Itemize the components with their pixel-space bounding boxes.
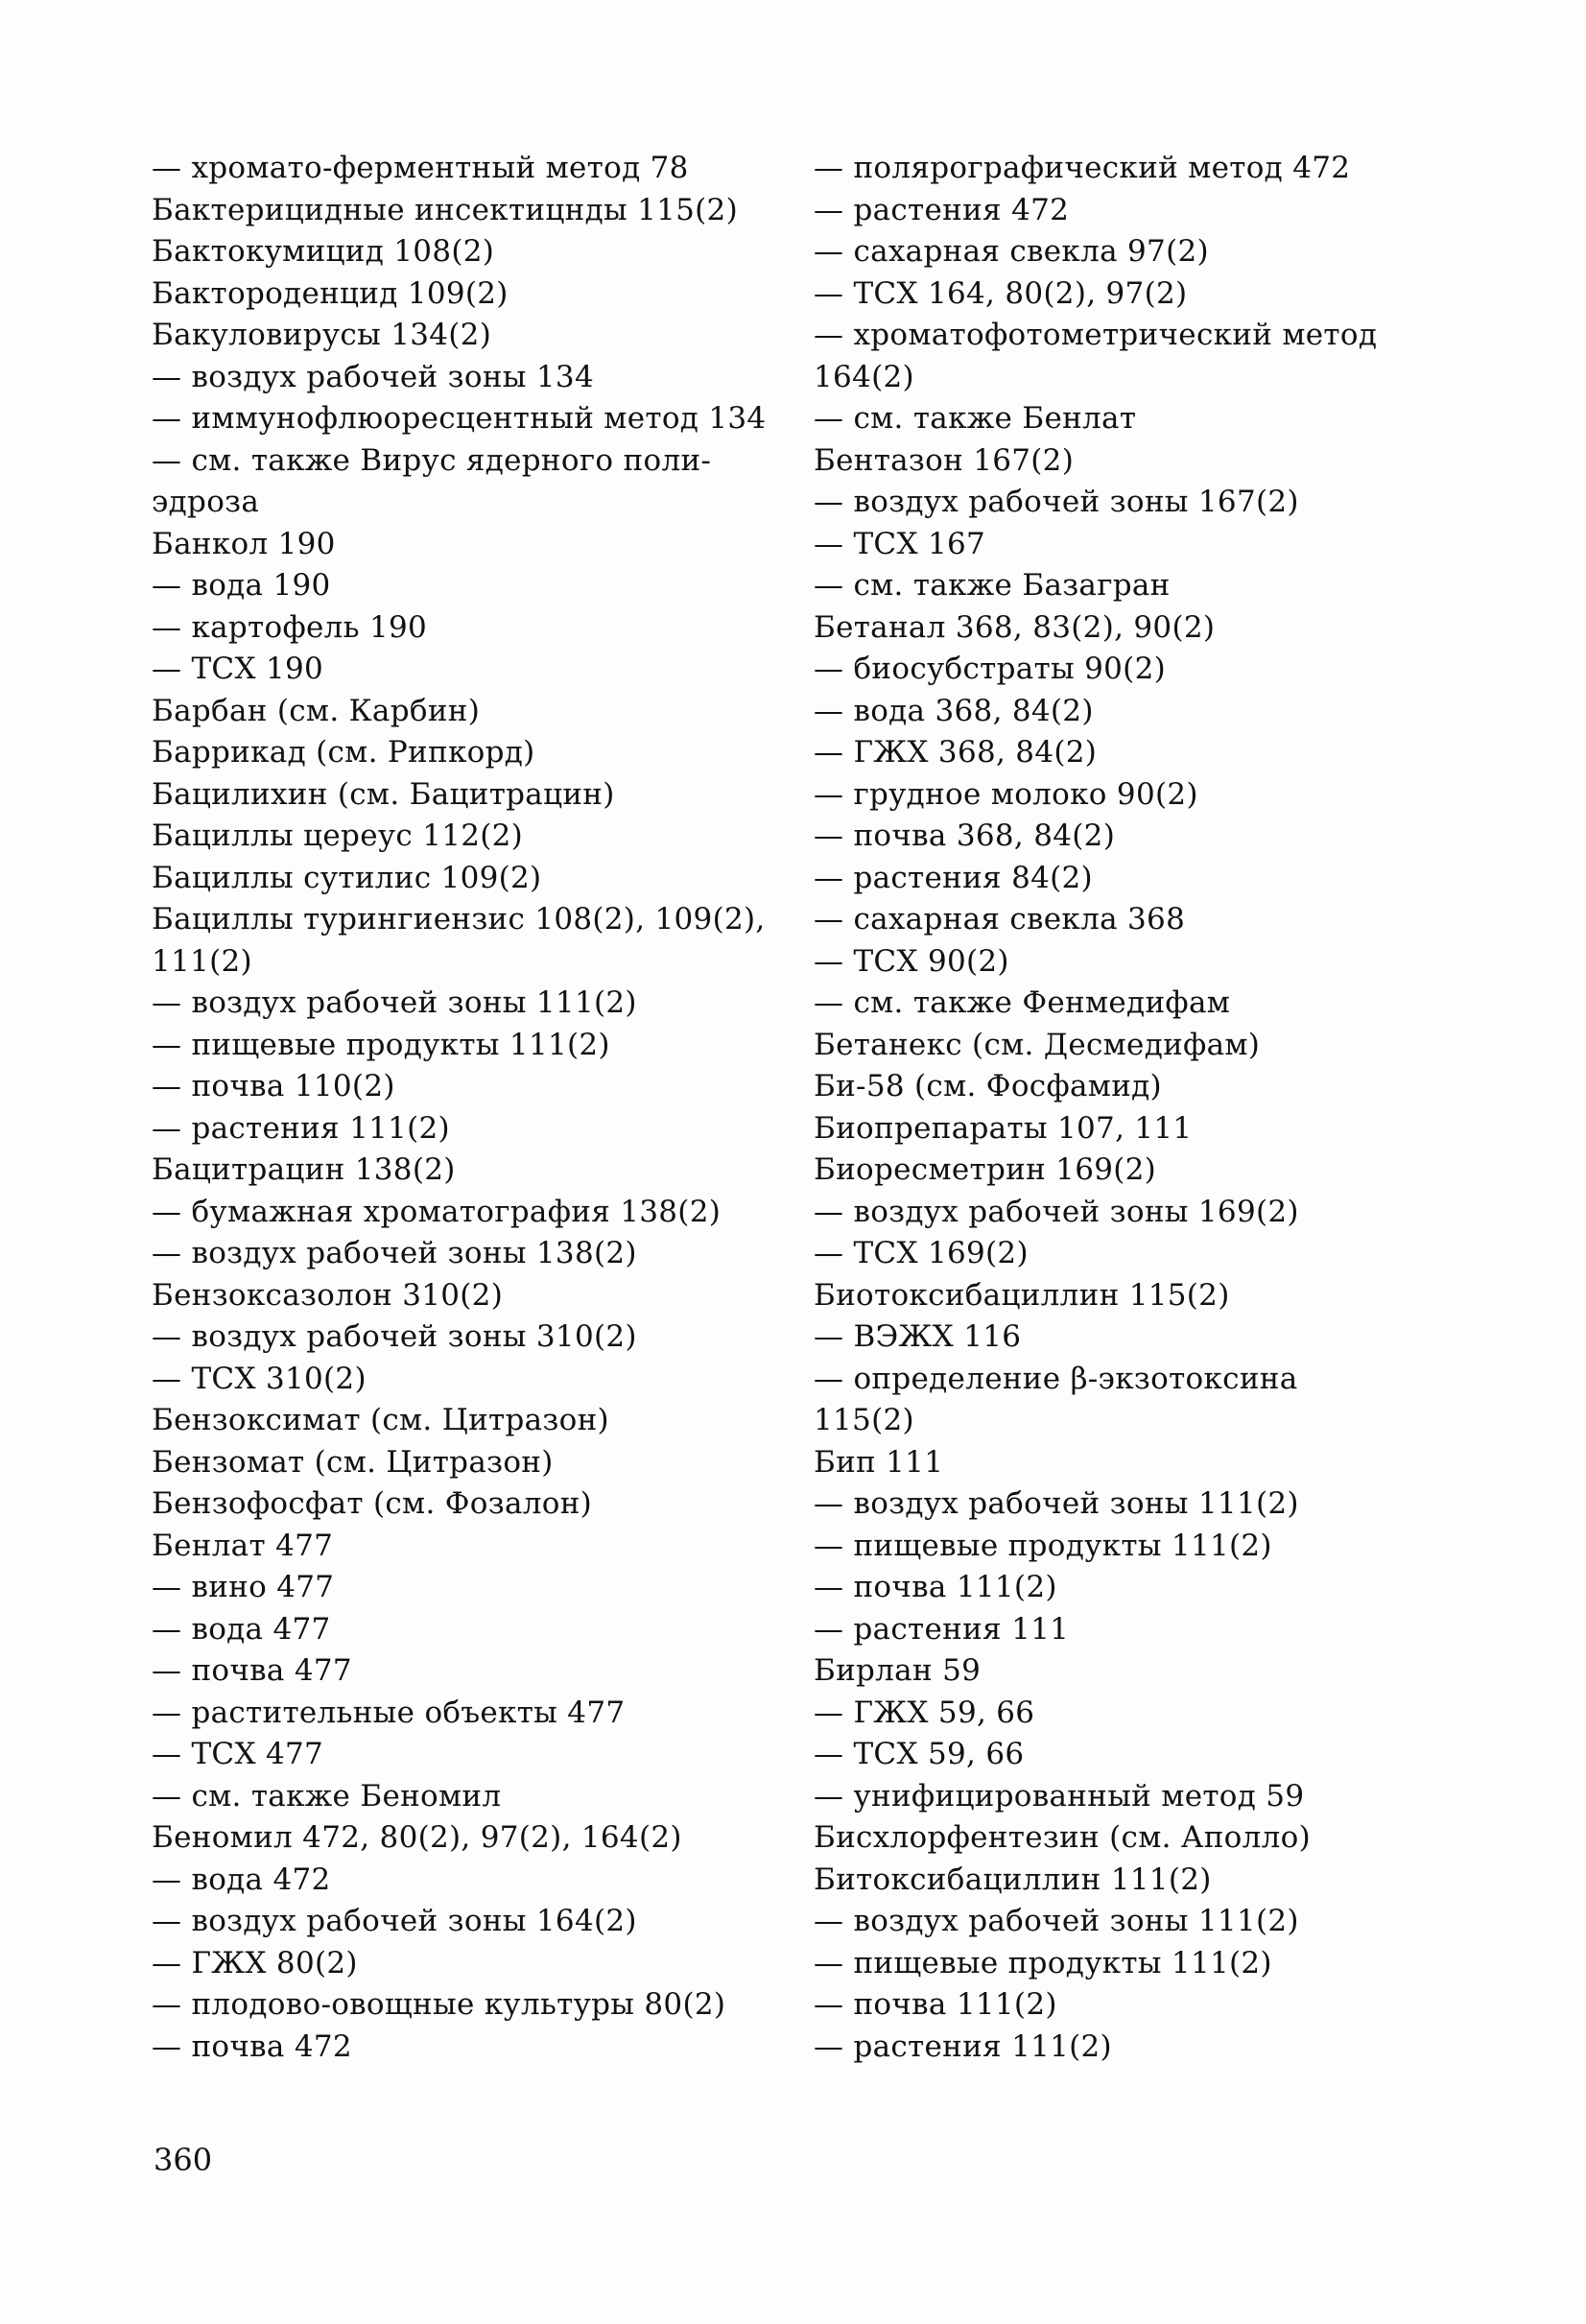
index-entry: — унифицированный метод 59 [814,1778,1305,1814]
index-entry: — воздух рабочей зоны 111(2) [152,985,637,1020]
index-entry: — растения 84(2) [814,860,1093,895]
index-entry: — почва 111(2) [814,1570,1057,1604]
index-entry: — воздух рабочей зоны 164(2) [152,1904,637,1938]
index-entry: 115(2) [814,1403,914,1437]
index-entry: Баррикад (см. Рипкорд) [152,735,535,770]
index-entry: — ГЖХ 368, 84(2) [814,735,1098,770]
index-entry: Бип 111 [814,1444,944,1480]
index-entry: — картофель 190 [152,609,428,645]
index-entry: Бакуловирусы 134(2) [152,318,492,352]
index-entry: — вода 368, 84(2) [814,693,1094,728]
index-entry: — почва 110(2) [152,1069,395,1103]
index-entry: — см. также Вирус ядерного поли- [152,442,712,478]
index-entry: — почва 477 [152,1653,352,1688]
index-entry: Бензоксазолон 310(2) [152,1277,504,1313]
index-entry: — почва 368, 84(2) [814,818,1116,853]
index-entry: — воздух рабочей зоны 111(2) [814,1486,1299,1521]
index-entry: Банкол 190 [152,526,336,561]
index-entry: Бациллы турингиензис 108(2), 109(2), [152,902,766,937]
index-entry: Барбан (см. Карбин) [152,693,481,728]
index-entry: — воздух рабочей зоны 310(2) [152,1319,637,1354]
index-entry: 164(2) [814,359,914,394]
index-entry: — воздух рабочей зоны 138(2) [152,1236,637,1270]
index-entry: — пищевые продукты 111(2) [814,1528,1272,1563]
index-entry: — почва 472 [152,2028,352,2064]
index-entry: — ВЭЖХ 116 [814,1319,1022,1354]
index-entry: Бентазон 167(2) [814,442,1075,478]
index-entry: эдроза [152,485,260,519]
index-entry: Бациллы цереус 112(2) [152,818,524,853]
index-entry: — плодово-овощные культуры 80(2) [152,1987,726,2022]
index-entry: — см. также Бенлат [814,401,1137,436]
index-entry: Бензомат (см. Цитразон) [152,1444,554,1480]
index-entry: Биотоксибациллин 115(2) [814,1277,1230,1313]
index-entry: Бетанал 368, 83(2), 90(2) [814,609,1216,645]
index-entry: — сахарная свекла 97(2) [814,234,1209,269]
index-entry: — ТСХ 59, 66 [814,1737,1025,1771]
index-entry: — растения 111(2) [814,2028,1112,2064]
index-entry: Биопрепараты 107, 111 [814,1110,1193,1146]
index-entry: — грудное молоко 90(2) [814,776,1198,812]
index-entry: — см. также Базагран [814,568,1171,603]
index-entry: — хромато-ферментный метод 78 [152,151,689,185]
index-entry: — ТСХ 190 [152,652,324,686]
index-entry: — биосубстраты 90(2) [814,652,1166,686]
index-entry: Бацитрацин 138(2) [152,1152,456,1187]
index-entry: Бирлан 59 [814,1653,982,1688]
index-entry: — определение β-экзотоксина [814,1361,1298,1396]
index-entry: 111(2) [152,943,252,979]
index-entry: — ТСХ 90(2) [814,943,1009,979]
index-entry: — воздух рабочей зоны 134 [152,359,594,394]
index-entry: Бактокумицид 108(2) [152,234,495,269]
index-entry: — ТСХ 164, 80(2), 97(2) [814,275,1188,311]
index-entry: Битоксибациллин 111(2) [814,1862,1212,1897]
index-entry: — ГЖХ 80(2) [152,1945,358,1980]
index-entry: Бензофосфат (см. Фозалон) [152,1486,593,1521]
index-entry: — почва 111(2) [814,1987,1057,2022]
index-entry: — воздух рабочей зоны 111(2) [814,1904,1299,1938]
index-entry: — см. также Фенмедифам [814,985,1231,1020]
index-entry: Бактерицидные инсектицнды 115(2) [152,192,738,227]
index-entry: Беномил 472, 80(2), 97(2), 164(2) [152,1820,682,1855]
index-entry: — ТСХ 169(2) [814,1236,1029,1270]
index-entry: — вино 477 [152,1570,335,1604]
index-entry: — полярографический метод 472 [814,151,1351,185]
index-entry: Бетанекс (см. Десмедифам) [814,1027,1261,1062]
index-column-right [814,148,1428,2068]
index-entry: Бисхлорфентезин (см. Аполло) [814,1820,1311,1855]
index-entry: Биоресметрин 169(2) [814,1152,1157,1187]
index-entry: Бациллы сутилис 109(2) [152,860,542,895]
index-entry: — сахарная свекла 368 [814,902,1186,937]
index-entry: — воздух рабочей зоны 169(2) [814,1194,1299,1229]
index-entry: Бактороденцид 109(2) [152,275,509,311]
index-entry: Бензоксимат (см. Цитразон) [152,1403,609,1437]
index-entry: Бенлат 477 [152,1528,334,1563]
index-entry: — ТСХ 310(2) [152,1361,367,1396]
index-entry: — растения 111(2) [152,1110,450,1146]
index-entry: — растения 111 [814,1611,1070,1647]
index-column-left [152,148,766,2068]
index-entry: — ТСХ 167 [814,526,986,561]
index-entry: — иммунофлюоресцентный метод 134 [152,401,767,436]
index-entry: — вода 190 [152,568,331,603]
index-entry: Би-58 (см. Фосфамид) [814,1069,1162,1103]
index-entry: — бумажная хроматография 138(2) [152,1194,722,1229]
index-entry: — пищевые продукты 111(2) [814,1945,1272,1980]
index-entry: — ТСХ 477 [152,1737,324,1771]
index-entry: — пищевые продукты 111(2) [152,1027,610,1062]
index-entry: — см. также Беномил [152,1778,502,1814]
index-entry: — хроматофотометрический метод [814,318,1378,352]
page-number: 360 [154,2142,213,2178]
index-entry: Бацилихин (см. Бацитрацин) [152,776,615,812]
index-entry: — растения 472 [814,192,1070,227]
index-entry: — вода 472 [152,1862,331,1897]
index-entry: — растительные объекты 477 [152,1695,626,1730]
index-entry: — ГЖХ 59, 66 [814,1695,1035,1730]
index-entry: — воздух рабочей зоны 167(2) [814,485,1299,519]
index-entry: — вода 477 [152,1611,331,1647]
